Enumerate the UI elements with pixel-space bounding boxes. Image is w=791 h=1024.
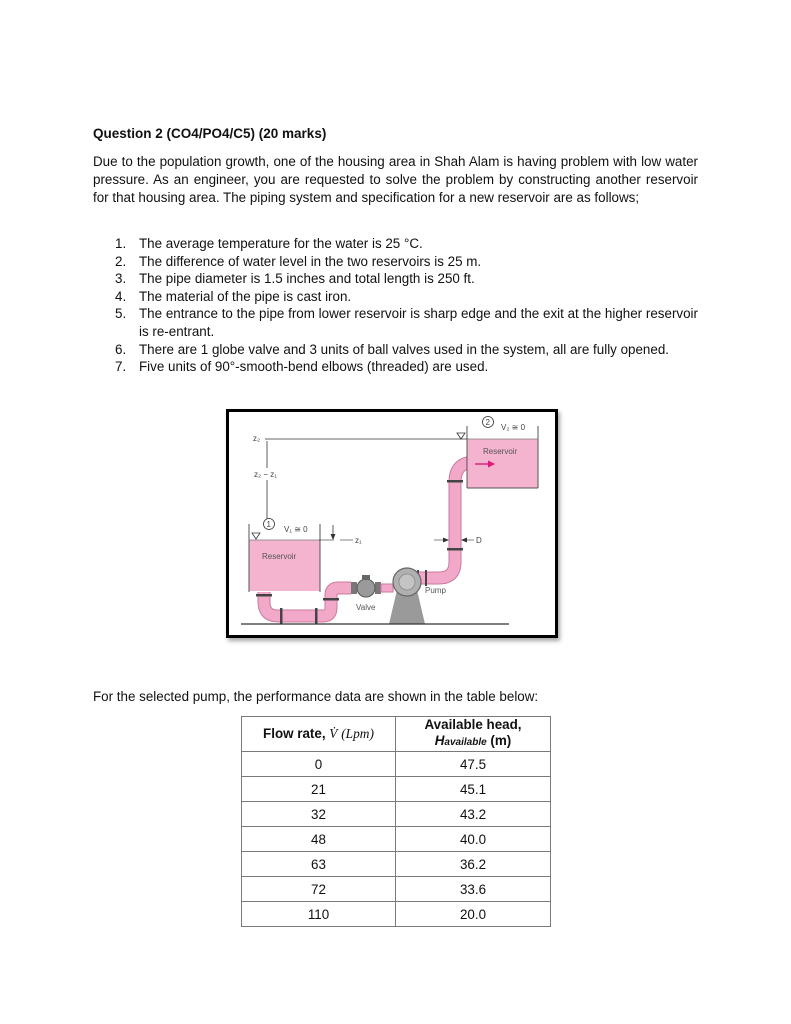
table-row	[242, 802, 551, 827]
head-cell: 40.0	[396, 827, 551, 852]
pipe-flange	[425, 570, 427, 586]
valve-pump-pipe	[381, 584, 393, 592]
specification-list	[93, 235, 698, 376]
pipe-flange	[447, 548, 463, 551]
head-cell: 43.2	[396, 802, 551, 827]
pipe-flange	[315, 608, 318, 624]
table-row	[242, 852, 551, 877]
head-symbol: H	[434, 733, 445, 748]
z2-z1-label: z₂ − z₁	[254, 470, 277, 479]
piping-diagram	[229, 412, 555, 635]
item-number: 2.	[115, 253, 127, 269]
head-cell: 45.1	[396, 777, 551, 802]
flow-cell: 0	[242, 752, 396, 777]
table-row	[242, 902, 551, 927]
diameter-arrow-icon	[443, 538, 449, 543]
valve-flange	[351, 582, 357, 594]
flow-symbol: V̇	[329, 726, 338, 741]
item-text: The material of the pipe is cast iron.	[139, 288, 352, 304]
pipe-flange	[323, 598, 339, 601]
table-header-row	[242, 717, 551, 752]
header-text: Available head,	[424, 717, 522, 732]
lower-reservoir-label: Reservoir	[262, 552, 297, 561]
v2-label: V₂ ≅ 0	[501, 423, 526, 432]
list-item	[93, 358, 698, 376]
discharge-pipe	[404, 462, 475, 578]
diameter-label: D	[476, 536, 482, 545]
list-item	[93, 270, 698, 288]
head-cell: 47.5	[396, 752, 551, 777]
list-item	[93, 235, 698, 253]
table-caption: For the selected pump, the performance data are shown in the table below:	[93, 689, 539, 704]
flow-cell: 63	[242, 852, 396, 877]
water-level-symbol-icon	[457, 433, 465, 439]
pipe-flange	[280, 608, 283, 624]
item-text: Five units of 90°-smooth-bend elbows (threaded) are used.	[139, 359, 489, 375]
diameter-arrow-icon	[461, 538, 467, 543]
head-cell: 33.6	[396, 877, 551, 902]
available-head-header	[396, 717, 551, 752]
question-title: Question 2 (CO4/PO4/C5) (20 marks)	[93, 126, 327, 141]
list-item	[93, 253, 698, 271]
piping-system-figure	[226, 409, 558, 638]
v1-label: V₁ ≅ 0	[284, 525, 308, 534]
table-row	[242, 827, 551, 852]
valve-stem	[362, 575, 370, 580]
pipe-flange	[447, 480, 463, 483]
flow-cell: 21	[242, 777, 396, 802]
item-number: 5.	[115, 306, 127, 322]
item-number: 4.	[115, 288, 127, 304]
pump-label: Pump	[425, 586, 446, 595]
flow-cell: 110	[242, 902, 396, 927]
table-row	[242, 752, 551, 777]
table-row	[242, 777, 551, 802]
suction-pipe	[264, 588, 351, 616]
item-text: The difference of water level in the two reservoirs is 25 m.	[139, 253, 482, 269]
z1-arrow-icon	[331, 534, 336, 540]
pump-impeller-icon	[399, 574, 415, 590]
list-item	[93, 341, 698, 359]
point-2-label: 2	[485, 418, 490, 427]
upper-reservoir-label: Reservoir	[483, 447, 518, 456]
water-level-symbol-icon	[252, 533, 260, 539]
flow-cell: 72	[242, 877, 396, 902]
head-cell: 36.2	[396, 852, 551, 877]
item-number: 7.	[115, 359, 127, 375]
z2-label: z₂	[253, 434, 261, 443]
head-cell: 20.0	[396, 902, 551, 927]
item-number: 3.	[115, 271, 127, 287]
z1-label: z₁	[355, 536, 362, 545]
globe-valve	[351, 575, 381, 597]
flow-cell: 48	[242, 827, 396, 852]
pipe-flange	[256, 594, 272, 597]
table-row	[242, 877, 551, 902]
valve-flange	[375, 582, 381, 594]
item-number: 6.	[115, 341, 127, 357]
item-text: There are 1 globe valve and 3 units of ball valves used in the system, all are fully opened.	[139, 341, 669, 357]
question-intro: Due to the population growth, one of the housing area in Shah Alam is having problem with low water pressure. As an engineer, you are requested to solve the problem by constructing another reservoir for that housing area. The piping system and specification for a new reservoir are as follows;	[93, 154, 698, 205]
point-1-label: 1	[266, 520, 271, 529]
pump-performance-table	[241, 716, 551, 927]
head-subscript: available	[444, 737, 487, 748]
valve-label: Valve	[356, 603, 376, 612]
list-item	[93, 305, 698, 340]
head-unit: (m)	[486, 733, 512, 748]
item-text: The entrance to the pipe from lower reservoir is sharp edge and the exit at the higher reservoir is re-entrant.	[139, 306, 698, 339]
lower-reservoir-water	[250, 540, 320, 591]
discharge-pipe-edge	[404, 462, 475, 578]
flow-rate-header	[242, 717, 396, 752]
flow-cell: 32	[242, 802, 396, 827]
header-text: Flow rate,	[263, 726, 330, 741]
item-number: 1.	[115, 236, 127, 251]
valve-icon	[357, 579, 375, 597]
pump	[389, 568, 425, 624]
flow-unit: (Lpm)	[341, 726, 374, 741]
item-text: The average temperature for the water is 25 °C.	[139, 236, 423, 251]
list-item	[93, 288, 698, 306]
item-text: The pipe diameter is 1.5 inches and total length is 250 ft.	[139, 271, 475, 287]
